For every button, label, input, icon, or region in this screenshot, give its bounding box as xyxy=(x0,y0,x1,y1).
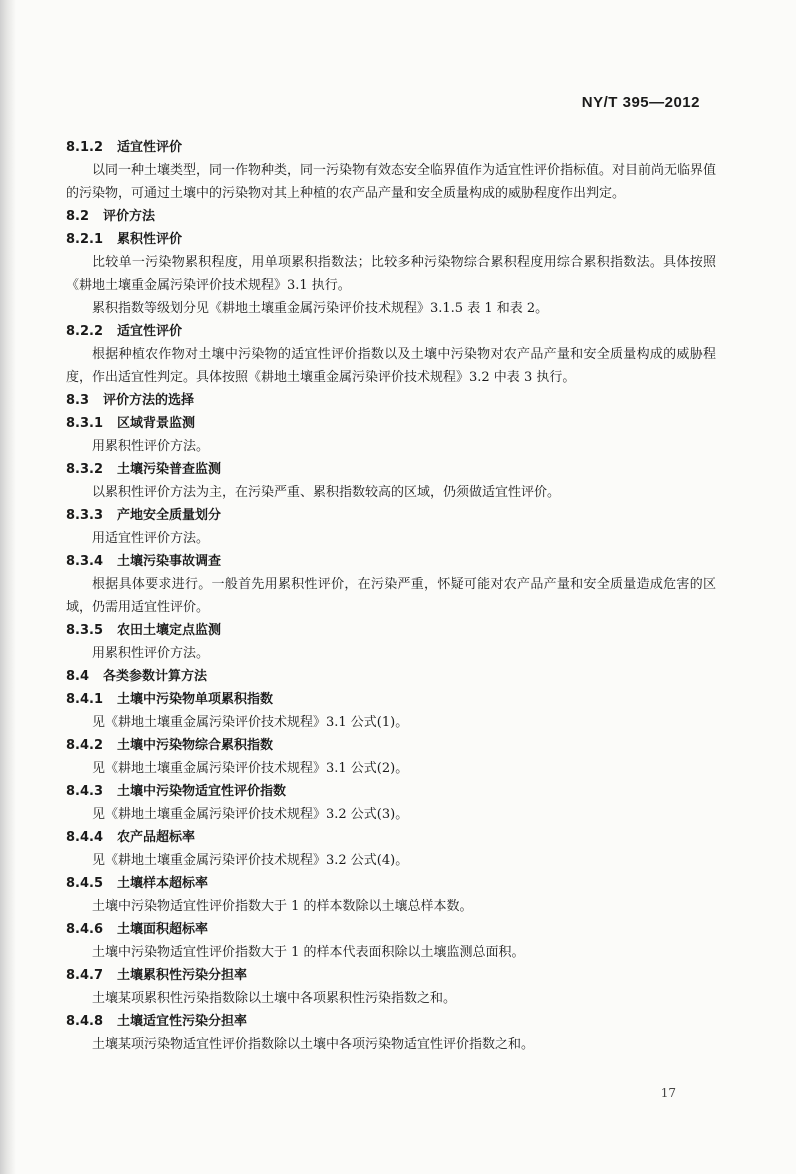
section-title: 累积性评价 xyxy=(117,232,183,247)
section-heading xyxy=(66,688,716,711)
section-heading xyxy=(66,136,716,159)
section-heading xyxy=(66,1010,716,1033)
section-title: 土壤污染事故调查 xyxy=(117,554,222,569)
section-title: 各类参数计算方法 xyxy=(103,669,208,684)
section-title: 土壤中污染物适宜性评价指数 xyxy=(117,784,287,799)
section-heading xyxy=(66,665,716,688)
section-number: 8.4.5 xyxy=(66,876,104,891)
section-paragraph: 见《耕地土壤重金属污染评价技术规程》3.2 公式(4)。 xyxy=(92,853,409,868)
section-heading xyxy=(66,389,716,412)
section-paragraph: 根据种植农作物对土壤中污染物的适宜性评价指数以及土壤中污染物对农产品产量和安全质量构成的威胁程度，作出适宜性判定。具体按照《耕地土壤重金属污染评价技术规程》3.2 中表 3 执行。 xyxy=(66,347,716,385)
section-title: 适宜性评价 xyxy=(117,140,183,155)
document-body xyxy=(66,136,716,1056)
section-heading xyxy=(66,734,716,757)
section-number: 8.4.6 xyxy=(66,922,104,937)
section-paragraph: 见《耕地土壤重金属污染评价技术规程》3.1 公式(1)。 xyxy=(92,715,409,730)
section-paragraph: 见《耕地土壤重金属污染评价技术规程》3.1 公式(2)。 xyxy=(92,761,409,776)
section-paragraph: 用适宜性评价方法。 xyxy=(92,531,210,546)
section-number: 8.3 xyxy=(66,393,90,408)
section-title: 土壤污染普查监测 xyxy=(117,462,222,477)
section-number: 8.2.2 xyxy=(66,324,104,339)
section-heading xyxy=(66,228,716,251)
section-title: 评价方法的选择 xyxy=(103,393,195,408)
section-paragraph: 用累积性评价方法。 xyxy=(92,646,210,661)
section-heading xyxy=(66,619,716,642)
section-paragraph: 用累积性评价方法。 xyxy=(92,439,210,454)
section-number: 8.1.2 xyxy=(66,140,104,155)
section-number: 8.3.1 xyxy=(66,416,104,431)
section-paragraph: 以同一种土壤类型，同一作物种类，同一污染物有效态安全临界值作为适宜性评价指标值。对目前尚无临界值的污染物，可通过土壤中的污染物对其上种植的农产品产量和安全质量构成的威胁程度作出判定。 xyxy=(66,163,717,201)
section-paragraph: 以累积性评价方法为主，在污染严重、累积指数较高的区域，仍须做适宜性评价。 xyxy=(92,485,561,500)
section-title: 土壤面积超标率 xyxy=(117,922,209,937)
section-number: 8.4.3 xyxy=(66,784,104,799)
section-paragraph: 比较单一污染物累积程度，用单项累积指数法；比较多种污染物综合累积程度用综合累积指数法。具体按照《耕地土壤重金属污染评价技术规程》3.1 执行。 xyxy=(66,255,716,293)
section-title: 农产品超标率 xyxy=(117,830,196,845)
section-paragraph: 土壤中污染物适宜性评价指数大于 1 的样本代表面积除以土壤监测总面积。 xyxy=(92,945,525,960)
section-title: 区域背景监测 xyxy=(117,416,196,431)
section-heading xyxy=(66,458,716,481)
section-title: 土壤中污染物单项累积指数 xyxy=(117,692,274,707)
section-title: 土壤样本超标率 xyxy=(117,876,209,891)
section-heading xyxy=(66,872,716,895)
section-paragraph: 见《耕地土壤重金属污染评价技术规程》3.2 公式(3)。 xyxy=(92,807,409,822)
section-number: 8.2 xyxy=(66,209,90,224)
section-title: 土壤累积性污染分担率 xyxy=(117,968,248,983)
section-number: 8.4.1 xyxy=(66,692,104,707)
section-number: 8.4.4 xyxy=(66,830,104,845)
section-paragraph: 累积指数等级划分见《耕地土壤重金属污染评价技术规程》3.1.5 表 1 和表 2。 xyxy=(92,301,549,316)
section-heading xyxy=(66,780,716,803)
standard-code-header: NY/T 395—2012 xyxy=(581,94,700,111)
section-heading xyxy=(66,550,716,573)
section-heading xyxy=(66,205,716,228)
section-title: 土壤适宜性污染分担率 xyxy=(117,1014,248,1029)
section-number: 8.4.8 xyxy=(66,1014,104,1029)
section-number: 8.4.7 xyxy=(66,968,104,983)
section-number: 8.3.5 xyxy=(66,623,104,638)
section-paragraph: 根据具体要求进行。一般首先用累积性评价，在污染严重，怀疑可能对农产品产量和安全质量造成危害的区域，仍需用适宜性评价。 xyxy=(66,577,716,615)
section-title: 适宜性评价 xyxy=(117,324,183,339)
section-number: 8.3.4 xyxy=(66,554,104,569)
section-heading xyxy=(66,504,716,527)
page-number: 17 xyxy=(660,1086,676,1100)
section-title: 农田土壤定点监测 xyxy=(117,623,222,638)
scan-edge-shadow xyxy=(0,0,16,1174)
section-number: 8.4.2 xyxy=(66,738,104,753)
section-number: 8.3.3 xyxy=(66,508,104,523)
section-number: 8.4 xyxy=(66,669,90,684)
section-paragraph: 土壤某项累积性污染指数除以土壤中各项累积性污染指数之和。 xyxy=(92,991,457,1006)
section-title: 评价方法 xyxy=(103,209,156,224)
section-number: 8.2.1 xyxy=(66,232,104,247)
section-heading xyxy=(66,412,716,435)
section-heading xyxy=(66,918,716,941)
section-heading xyxy=(66,320,716,343)
section-title: 土壤中污染物综合累积指数 xyxy=(117,738,274,753)
section-number: 8.3.2 xyxy=(66,462,104,477)
section-heading xyxy=(66,964,716,987)
section-heading xyxy=(66,826,716,849)
section-title: 产地安全质量划分 xyxy=(117,508,222,523)
section-paragraph: 土壤某项污染物适宜性评价指数除以土壤中各项污染物适宜性评价指数之和。 xyxy=(92,1037,535,1052)
section-paragraph: 土壤中污染物适宜性评价指数大于 1 的样本数除以土壤总样本数。 xyxy=(92,899,473,914)
